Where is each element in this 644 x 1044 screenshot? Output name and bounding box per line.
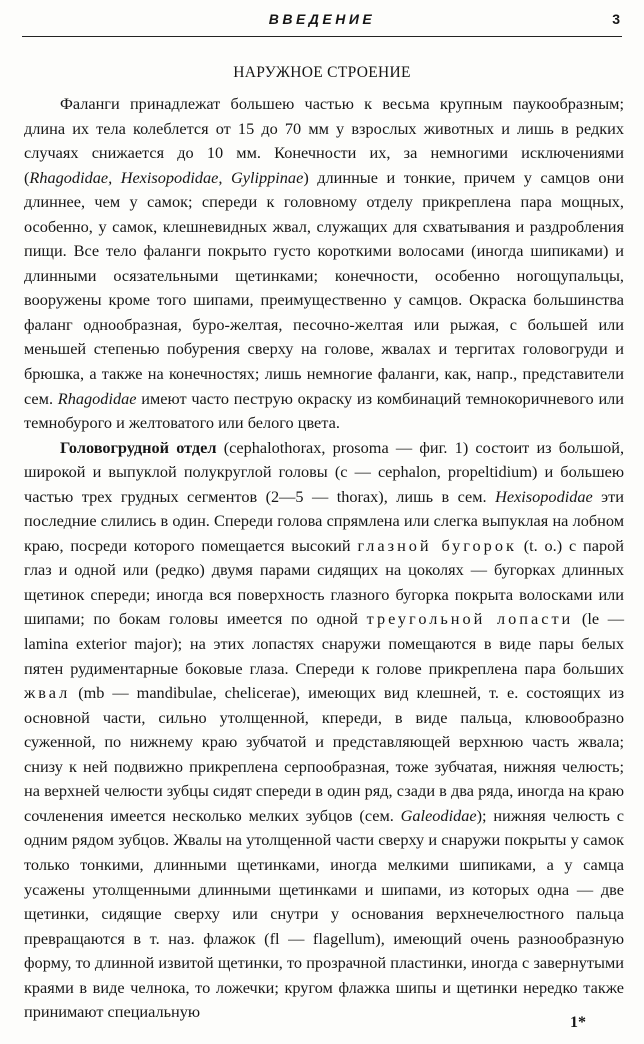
taxon-name: Hexisopodidae — [495, 486, 593, 506]
bold-term: Головогрудной отдел — [60, 437, 217, 457]
spaced-term: глазной бугорок — [357, 535, 517, 555]
text-run: (t. o.) с парой глаз и одной или (редко) двумя парами сидящих на цоколях — бугорках длинных щетинок спереди; иногда вся поверхность глазного бугорка покрыта волосками или шипами; по бокам головы имеется по одной — [24, 535, 624, 629]
running-head — [22, 6, 622, 37]
text-run: (le — lamina exterior major); на этих лопастях снаружи помещаются в виде пары белых пятен рудиментарные боковые глаза. Спереди к голове прикреплена пара больших — [24, 609, 625, 678]
text-run: Фаланги принадлежат большею частью к весьма крупным паукообразным; длина их тела колеблется от 15 до 70 мм у взрослых животных и лишь в редких случаях снижается до 10 мм. Конечности их, за немногими исключениями ( — [24, 94, 624, 187]
text-run: ) длинные и тонкие, причем у самцов они длиннее, чем у самок; спереди к головному отделу прикреплена пара мощных, особенно, у самок, клешневидных жвал, служащих для схватывания и раздробления пищи. Все тело фаланги покрыто густо короткими волосами (иногда шипиками) и длинными осязательными щетинками; конечности, особенно ногощупальцы, вооружены кроме того шипами, преимущественно у самцов. Окраска большинства фаланг однообразная, буро-желтая, песочно-желтая или рыжая, с большей или меньшей степенью побурения сверху на голове, жвалах и тергитах головогруди и брюшка, а также на конечностях; лишь немногие фаланги, как, напр., представители сем. — [24, 167, 624, 408]
text-run: (mb — mandibulae, chelicerae), имеющих вид клешней, т. е. состоящих из основной части, сильно утолщенной, кпереди, в виде пальца, клювообразно суженной, по нижнему краю зубчатой и представляющей верхнюю часть жвала; снизу к ней подвижно прикреплена серпообразная, тоже зубчатая, нижняя челюсть; на верхней челюсти зубцы сидят спереди в один ряд, сзади в два ряда, иногда на краю сочленения имеется несколько мелких зубцов (сем. — [24, 683, 624, 825]
body-text — [24, 92, 624, 1025]
text-run: (cephalothorax, prosoma — фиг. 1) состоит из большой, широкой и выпуклой полукруглой головы (c — cephalon, propeltidium) и большею частью трех грудных сегментов (2—5 — thorax), лишь в сем. — [24, 437, 625, 506]
paragraph-2 — [24, 436, 624, 1025]
signature-mark: 1* — [570, 1014, 586, 1031]
taxon-names: Rhagodidae, Hexisopodidae, Gylippinae — [29, 167, 304, 187]
taxon-name: Rhagodidae — [57, 388, 137, 408]
spaced-term: треугольной лопасти — [366, 609, 574, 629]
section-heading: НАРУЖНОЕ СТРОЕНИЕ — [233, 64, 411, 81]
text-run: эти последние слились в один. Спереди голова спрямлена или слегка выпуклая на лобном краю, посреди которого помещается высокий — [24, 486, 625, 555]
running-title: ВВЕДЕНИЕ — [268, 11, 376, 27]
spaced-term: жвал — [24, 683, 71, 703]
paragraph-1 — [24, 92, 624, 436]
taxon-name: Galeodidae — [400, 805, 477, 825]
text-run: ); нижняя челюсть с одним рядом зубцов. Жвалы на утолщенной части сверху и снаружи покрыты у самок только тонкими, длинными щетинками, иногда мелкими шипиками, а у самца усажены утолщенными длинными щетинками и шипами, из которых одна — две щетинки, сидящие сверху или снутри у основания верхнечелюстного пальца превращаются в т. наз. флажок (fl — flagellum), имеющий очень разнообразную форму, то длинной извитой щетинки, то прозрачной пластинки, иногда с завернутыми краями в виде челнока, то ложечки; кругом флажка шипы и щетинки нередко также принимают специальную — [24, 805, 624, 1022]
page-number: 3 — [612, 11, 620, 27]
text-run: имеют часто пеструю окраску из комбинаций темнокоричневого или темнобурого и желтоватого или белого цвета. — [24, 388, 624, 433]
